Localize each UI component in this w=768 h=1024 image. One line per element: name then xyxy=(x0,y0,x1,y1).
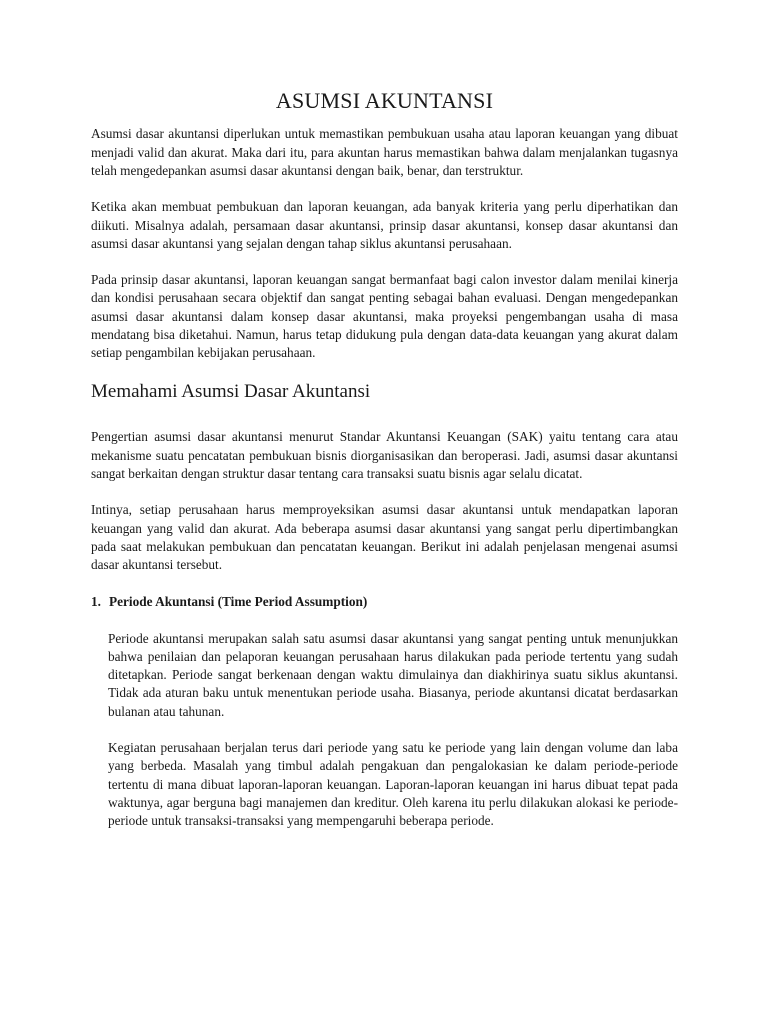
intro-paragraph-3: Pada prinsip dasar akuntansi, laporan keuangan sangat bermanfaat bagi calon investor dalam menilai kinerja dan kondisi perusahaan secara objektif dan sangat penting sebagai bahan evaluasi. Dengan mengedepankan asumsi dasar akuntansi dalam konsep dasar akuntansi, maka proyeksi pengembangan usaha di masa mendatang bisa diketahui. Namun, harus tetap didukung pula dengan data-data keuangan yang akurat dalam setiap pengambilan kebijakan perusahaan. xyxy=(91,272,678,361)
section-paragraph-1: Pengertian asumsi dasar akuntansi menurut Standar Akuntansi Keuangan (SAK) yaitu tentang cara atau mekanisme suatu pencatatan pembukuan bisnis diorganisasikan dan beroperasi. Jadi, asumsi dasar akuntansi sangat berkaitan dengan struktur dasar tentang cara transaksi suatu bisnis agar selalu dicatat. xyxy=(91,429,678,482)
list-item-paragraph-2: Kegiatan perusahaan berjalan terus dari periode yang satu ke periode yang lain dengan volume dan laba yang berbeda. Masalah yang timbul adalah pengakuan dan pengalokasian ke dalam periode-periode tertentu di mana dibuat laporan-laporan keuangan. Laporan-laporan keuangan ini harus dibuat tepat pada waktunya, agar berguna bagi manajemen dan kreditur. Oleh karena itu perlu dilakukan alokasi ke periode-periode untuk transaksi-transaksi yang mempengaruhi beberapa periode. xyxy=(108,740,678,829)
list-item-body xyxy=(108,630,678,831)
list-item-paragraph-1: Periode akuntansi merupakan salah satu asumsi dasar akuntansi yang sangat penting untuk menunjukkan bahwa penilaian dan pelaporan keuangan perusahaan harus dilakukan pada periode tertentu yang sudah ditetapkan. Periode sangat berkenaan dengan waktu dimulainya dan diakhirinya suatu siklus akuntansi. Tidak ada aturan baku untuk menentukan periode usaha. Biasanya, periode akuntansi dicatat berdasarkan bulanan atau tahunan. xyxy=(108,630,678,719)
intro-paragraph-2: Ketika akan membuat pembukuan dan laporan keuangan, ada banyak kriteria yang perlu diperhatikan dan diikuti. Misalnya adalah, persamaan dasar akuntansi, prinsip dasar akuntansi, konsep dasar akuntansi dan asumsi dasar akuntansi yang sejalan dengan tahap siklus akuntansi perusahaan. xyxy=(91,199,678,251)
list-item-title: Periode Akuntansi (Time Period Assumption) xyxy=(109,593,368,609)
section-paragraph-2: Intinya, setiap perusahaan harus memproyeksikan asumsi dasar akuntansi untuk mendapatkan laporan keuangan yang valid dan akurat. Ada beberapa asumsi dasar akuntansi yang sangat perlu dipertimbangkan pada saat melakukan pembukuan dan pencatatan keuangan. Berikut ini adalah penjelasan mengenai asumsi dasar akuntansi tersebut. xyxy=(91,502,678,573)
list-item-number: 1. xyxy=(91,593,101,609)
intro-paragraph-1: Asumsi dasar akuntansi diperlukan untuk memastikan pembukuan usaha atau laporan keuangan yang dibuat menjadi valid dan akurat. Maka dari itu, para akuntan harus memastikan bahwa dalam menjalankan tugasnya telah mengedepankan asumsi dasar akuntansi dengan baik, benar, dan terstruktur. xyxy=(91,126,678,178)
document-page xyxy=(91,88,678,849)
section-heading: Memahami Asumsi Dasar Akuntansi xyxy=(91,380,371,402)
list-item-heading xyxy=(91,593,678,611)
document-title: ASUMSI AKUNTANSI xyxy=(275,88,494,113)
